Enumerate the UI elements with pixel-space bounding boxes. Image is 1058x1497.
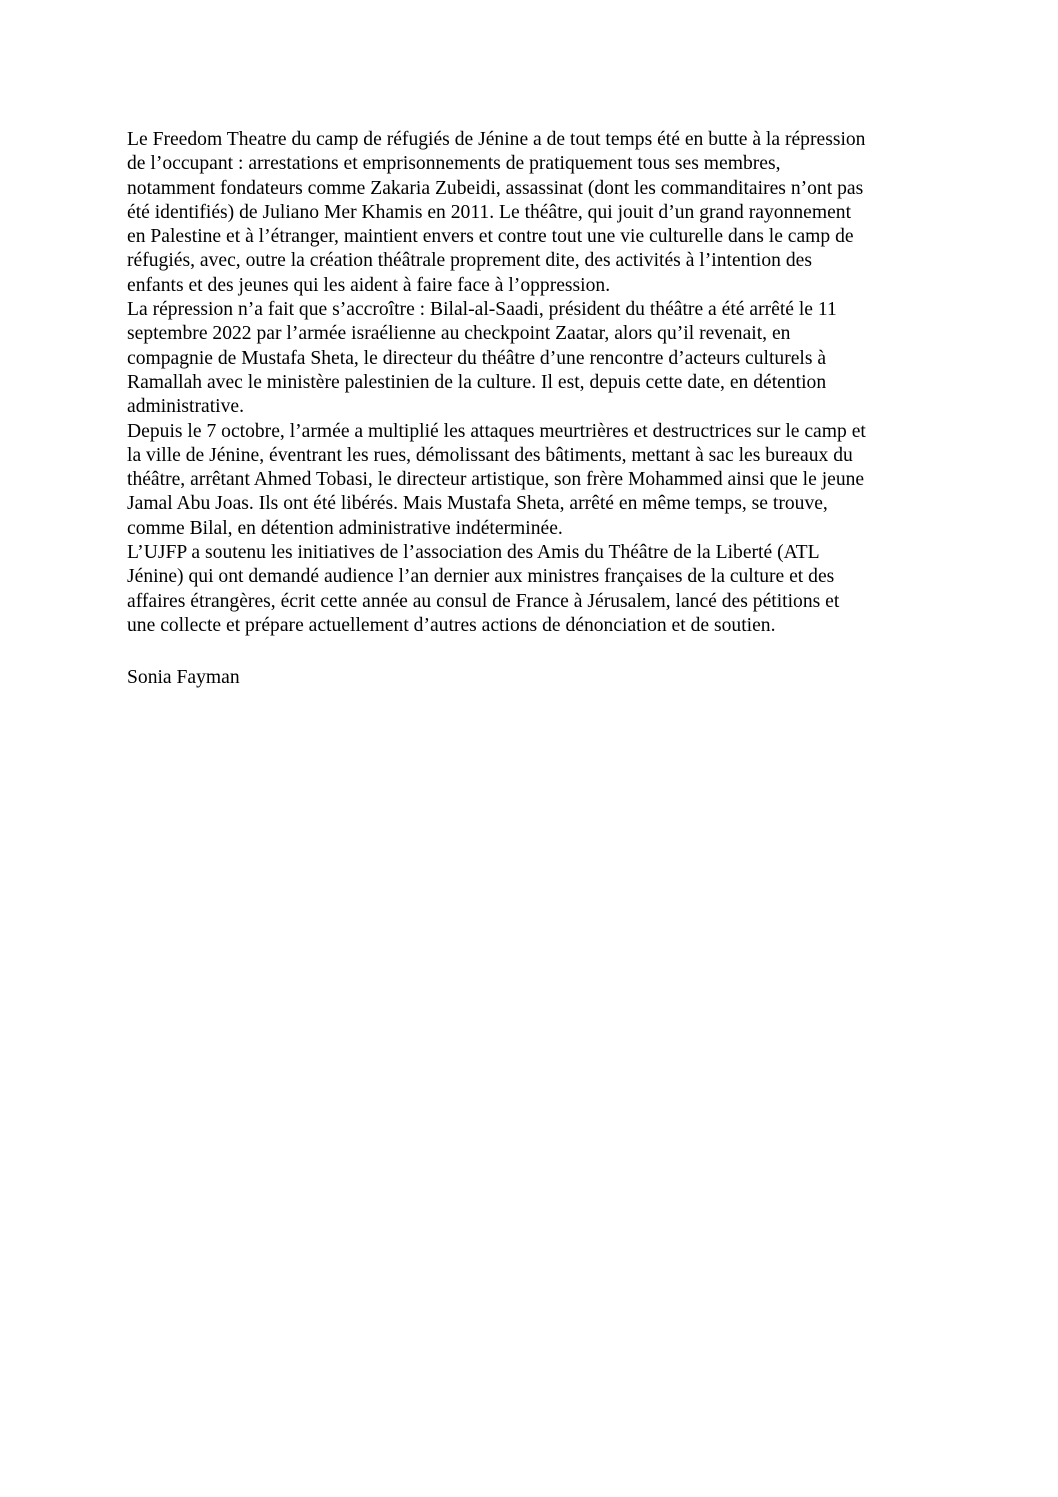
text-line: La répression n’a fait que s’accroître : Bilal-al-Saadi, président du théâtre a été arrêté le 11 [127, 299, 837, 321]
text-line: affaires étrangères, écrit cette année au consul de France à Jérusalem, lancé des pétitions et [127, 590, 840, 612]
text-line: septembre 2022 par l’armée israélienne au checkpoint Zaatar, alors qu’il revenait, en [127, 323, 791, 345]
text-line: Jamal Abu Joas. Ils ont été libérés. Mais Mustafa Sheta, arrêté en même temps, se trouve, [127, 493, 828, 515]
text-line: comme Bilal, en détention administrative indéterminée. [127, 517, 563, 539]
text-line: Jénine) qui ont demandé audience l’an dernier aux ministres françaises de la culture et des [127, 566, 835, 588]
text-line: notamment fondateurs comme Zakaria Zubeidi, assassinat (dont les commanditaires n’ont pas [127, 177, 864, 199]
text-line: en Palestine et à l’étranger, maintient envers et contre tout une vie culturelle dans le camp de [127, 226, 854, 248]
text-line: enfants et des jeunes qui les aident à faire face à l’oppression. [127, 274, 611, 296]
text-line: Depuis le 7 octobre, l’armée a multiplié les attaques meurtrières et destructrices sur le camp et [127, 420, 866, 442]
text-line: la ville de Jénine, éventrant les rues, démolissant des bâtiments, mettant à sac les bureaux du [127, 444, 853, 466]
text-line: une collecte et prépare actuellement d’autres actions de dénonciation et de soutien. [127, 614, 776, 636]
text-line: théâtre, arrêtant Ahmed Tobasi, le directeur artistique, son frère Mohammed ainsi que le jeune [127, 469, 865, 491]
article-body [127, 128, 937, 638]
text-line: L’UJFP a soutenu les initiatives de l’association des Amis du Théâtre de la Liberté (ATL [127, 542, 820, 564]
text-line: Le Freedom Theatre du camp de réfugiés de Jénine a de tout temps été en butte à la répression [127, 129, 866, 150]
text-line: de l’occupant : arrestations et emprisonnements de pratiquement tous ses membres, [127, 153, 781, 175]
author-signature: Sonia Fayman [127, 667, 240, 688]
text-line: réfugiés, avec, outre la création théâtrale proprement dite, des activités à l’intention des [127, 250, 812, 272]
text-line: administrative. [127, 396, 244, 418]
text-line: été identifiés) de Juliano Mer Khamis en 2011. Le théâtre, qui jouit d’un grand rayonnement [127, 201, 852, 223]
text-line: Ramallah avec le ministère palestinien de la culture. Il est, depuis cette date, en détention [127, 371, 827, 393]
text-line: compagnie de Mustafa Sheta, le directeur du théâtre d’une rencontre d’acteurs culturels à [127, 347, 827, 369]
